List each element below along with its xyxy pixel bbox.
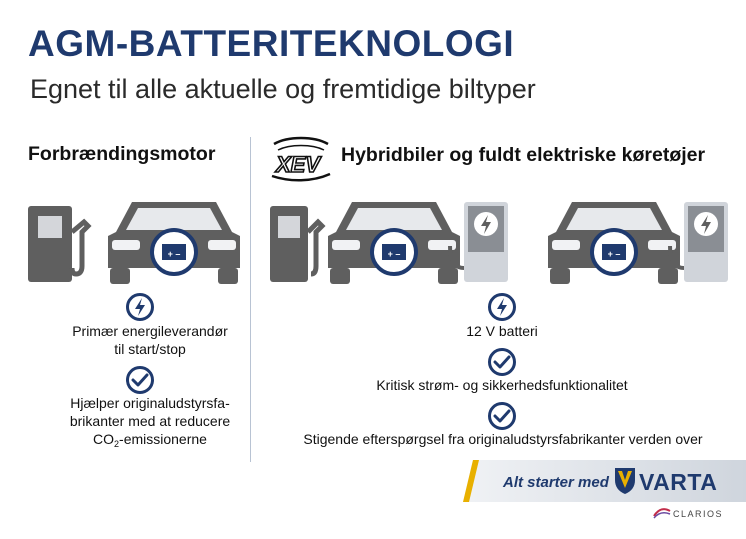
xev-logo-text: XEV [276, 152, 321, 177]
lightning-badge-icon [125, 292, 155, 322]
brand-wordmark: VARTA [639, 469, 718, 495]
car-front-icon [544, 196, 684, 288]
section-heading-combustion: Forbrændingsmotor [28, 143, 216, 165]
feature-primary-energy [40, 322, 260, 358]
check-badge-icon [125, 365, 155, 395]
lightning-badge-icon [487, 292, 517, 322]
feature-text-line: Hjælper originaludstyrsfa- [70, 395, 230, 411]
xev-logo-icon [268, 136, 334, 182]
co2-text: CO [93, 431, 115, 447]
battery-terminals-label: + – [167, 249, 181, 259]
charging-station-icon [446, 198, 520, 284]
battery-terminals-label: + – [387, 249, 401, 259]
fuel-pump-icon [268, 202, 328, 284]
page-subtitle: Egnet til alle aktuelle og fremtidige biltyper [30, 74, 536, 104]
slogan-text: Alt starter med [503, 474, 609, 491]
feature-text-line: Primær energileverandør [72, 323, 228, 339]
feature-text-line [30, 430, 270, 448]
fuel-pump-icon [26, 202, 96, 284]
feature-critical-power: Kritisk strøm- og sikkerhedsfunktionalitet [376, 377, 628, 393]
emissions-text: -emissionerne [119, 431, 207, 447]
co2-subscript: 2 [114, 439, 120, 449]
car-front-icon [104, 196, 244, 288]
check-badge-icon [487, 401, 517, 431]
page-title: AGM-BATTERITEKNOLOGI [28, 23, 515, 64]
clarios-logo-icon [653, 506, 671, 520]
feature-12v-battery: 12 V batteri [466, 323, 538, 339]
feature-co2-reduction [30, 394, 270, 448]
battery-terminals-label: + – [607, 249, 621, 259]
check-badge-icon [487, 347, 517, 377]
charging-station-icon [666, 198, 740, 284]
varta-shield-icon [613, 466, 637, 496]
section-heading-hybrid-electric: Hybridbiler og fuldt elektriske køretøjer [341, 144, 706, 166]
maker-wordmark: CLARIOS [673, 509, 724, 519]
feature-text-line: brikanter med at reducere [69, 413, 231, 429]
feature-text-line: til start/stop [114, 341, 186, 357]
feature-growing-demand: Stigende efterspørgsel fra originaludstyrsfabrikanter verden over [303, 431, 703, 447]
car-front-icon [324, 196, 464, 288]
